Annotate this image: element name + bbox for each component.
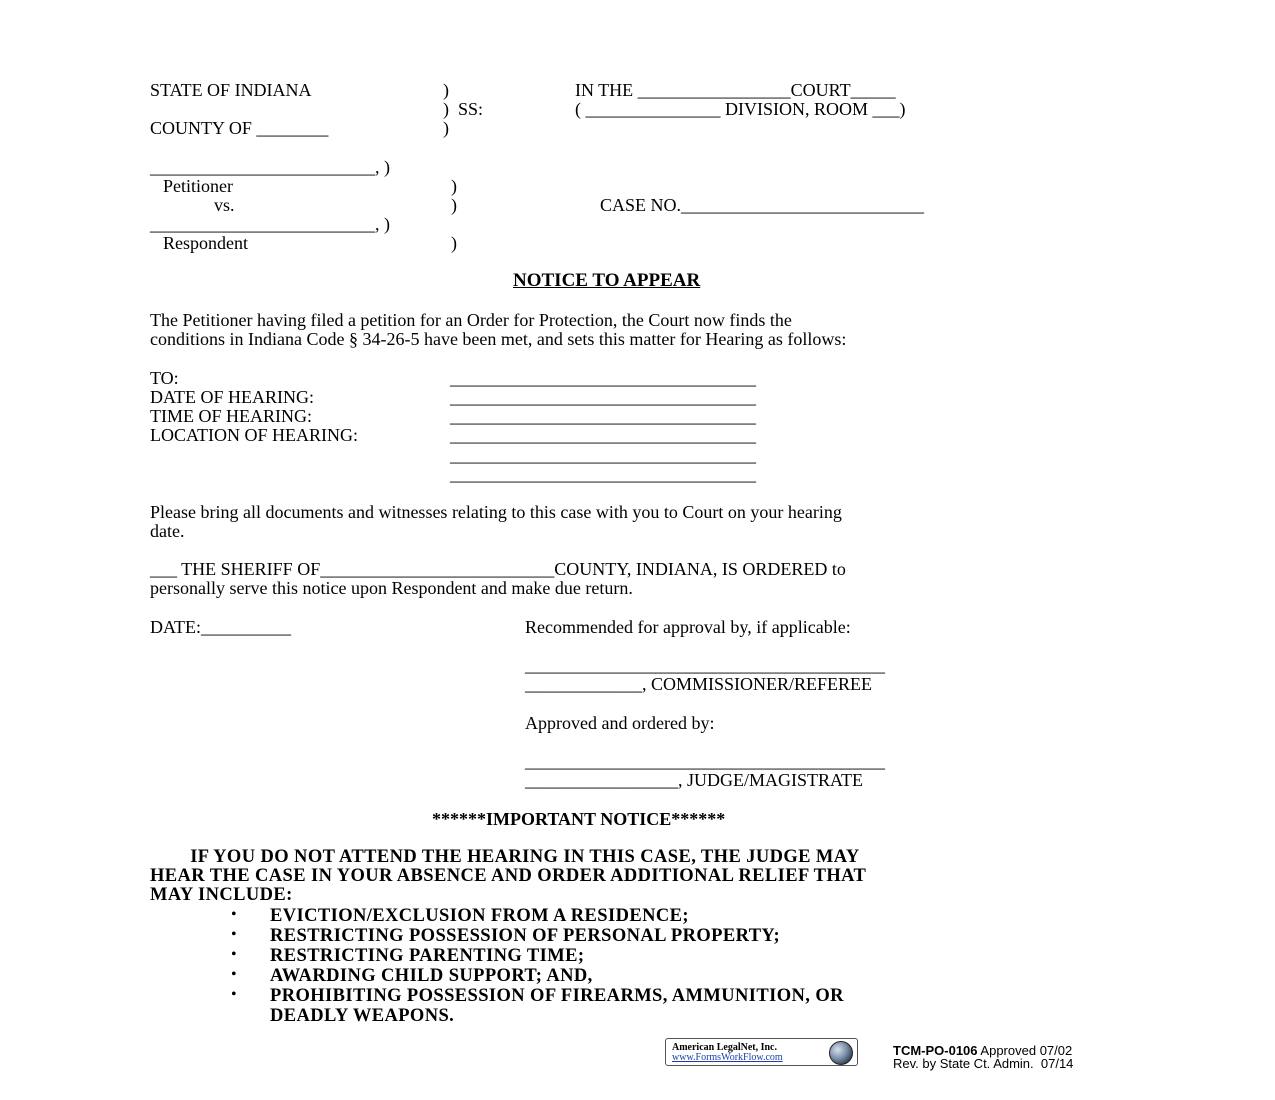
ss-label: ) SS: (443, 99, 484, 119)
time-blank: __________________________________ (450, 406, 756, 426)
location-blank: __________________________________ (450, 445, 756, 465)
respondent-line: _________________________, ) (150, 214, 390, 234)
petitioner-line: _________________________, ) (150, 157, 390, 177)
bring-line: Please bring all documents and witnesses relating to this case with you to Court on your hearing (150, 502, 842, 522)
logo-company-name: American LegalNet, Inc. (672, 1042, 777, 1053)
caption-paren: ) (443, 118, 449, 138)
court-field: IN THE _________________COURT_____ (575, 80, 896, 100)
bring-line: date. (150, 521, 185, 541)
bullet-icon: • (231, 986, 237, 1003)
caption-paren: ) (451, 176, 457, 196)
globe-icon (829, 1041, 853, 1065)
bullet-icon: • (231, 926, 237, 943)
relief-item: PROHIBITING POSSESSION OF FIREARMS, AMMUNITION, OR (270, 986, 844, 1006)
date-blank: __________________________________ (450, 387, 756, 407)
commissioner-signature: _____________, COMMISSIONER/REFEREE (525, 674, 873, 694)
form-revision: Rev. by State Ct. Admin. 07/14 (893, 1056, 1074, 1071)
sheriff-line: ___ THE SHERIFF OF__________________________COUNTY, INDIANA, IS ORDERED to (150, 559, 846, 579)
caption-paren: ) (443, 80, 449, 100)
form-approved-date: Approved 07/02 (977, 1043, 1073, 1058)
caption-paren: ) (451, 195, 457, 215)
relief-item: AWARDING CHILD SUPPORT; AND, (270, 966, 593, 986)
important-paragraph-line: IF YOU DO NOT ATTEND THE HEARING IN THIS CASE, THE JUDGE MAY (150, 847, 860, 867)
location-blank: __________________________________ (450, 464, 756, 484)
sheriff-line: personally serve this notice upon Respondent and make due return. (150, 578, 633, 598)
division-room-field: ( _______________ DIVISION, ROOM ___) (575, 99, 906, 119)
approved-label: Approved and ordered by: (525, 713, 715, 733)
important-notice-heading: ******IMPORTANT NOTICE****** (432, 809, 726, 829)
date-of-hearing-label: DATE OF HEARING: (150, 387, 314, 407)
intro-line: conditions in Indiana Code § 34-26-5 have been met, and sets this matter for Hearing as follows: (150, 329, 847, 349)
relief-item: DEADLY WEAPONS. (270, 1006, 455, 1026)
relief-item: RESTRICTING PARENTING TIME; (270, 946, 585, 966)
important-paragraph-line: MAY INCLUDE: (150, 885, 293, 905)
vs-label: vs. (214, 195, 235, 215)
logo-website-link[interactable]: www.FormsWorkFlow.com (672, 1052, 783, 1063)
location-of-hearing-label: LOCATION OF HEARING: (150, 425, 358, 445)
bullet-icon: • (231, 906, 237, 923)
judge-signature: _________________, JUDGE/MAGISTRATE (525, 770, 864, 790)
location-blank: __________________________________ (450, 425, 756, 445)
county-field: COUNTY OF ________ (150, 118, 329, 138)
signature-line: ________________________________________ (525, 655, 885, 675)
intro-line: The Petitioner having filed a petition for an Order for Protection, the Court now finds the (150, 310, 792, 330)
state-label: STATE OF INDIANA (150, 80, 312, 100)
form-code: TCM-PO-0106 (893, 1043, 978, 1058)
caption-paren: ) (451, 233, 457, 253)
respondent-label: Respondent (163, 233, 248, 253)
bullet-icon: • (231, 966, 237, 983)
document-title: NOTICE TO APPEAR (513, 270, 701, 291)
to-blank: __________________________________ (450, 368, 756, 388)
important-paragraph-line: HEAR THE CASE IN YOUR ABSENCE AND ORDER ADDITIONAL RELIEF THAT (150, 866, 867, 886)
date-field: DATE:__________ (150, 617, 291, 637)
relief-item: EVICTION/EXCLUSION FROM A RESIDENCE; (270, 906, 689, 926)
signature-line: ________________________________________ (525, 751, 885, 771)
time-of-hearing-label: TIME OF HEARING: (150, 406, 312, 426)
recommended-label: Recommended for approval by, if applicable: (525, 617, 851, 637)
american-legalnet-logo[interactable] (665, 1038, 858, 1066)
bullet-icon: • (231, 946, 237, 963)
to-label: TO: (150, 368, 179, 388)
case-number-field: CASE NO.___________________________ (600, 195, 925, 215)
relief-item: RESTRICTING POSSESSION OF PERSONAL PROPERTY; (270, 926, 781, 946)
petitioner-label: Petitioner (163, 176, 233, 196)
